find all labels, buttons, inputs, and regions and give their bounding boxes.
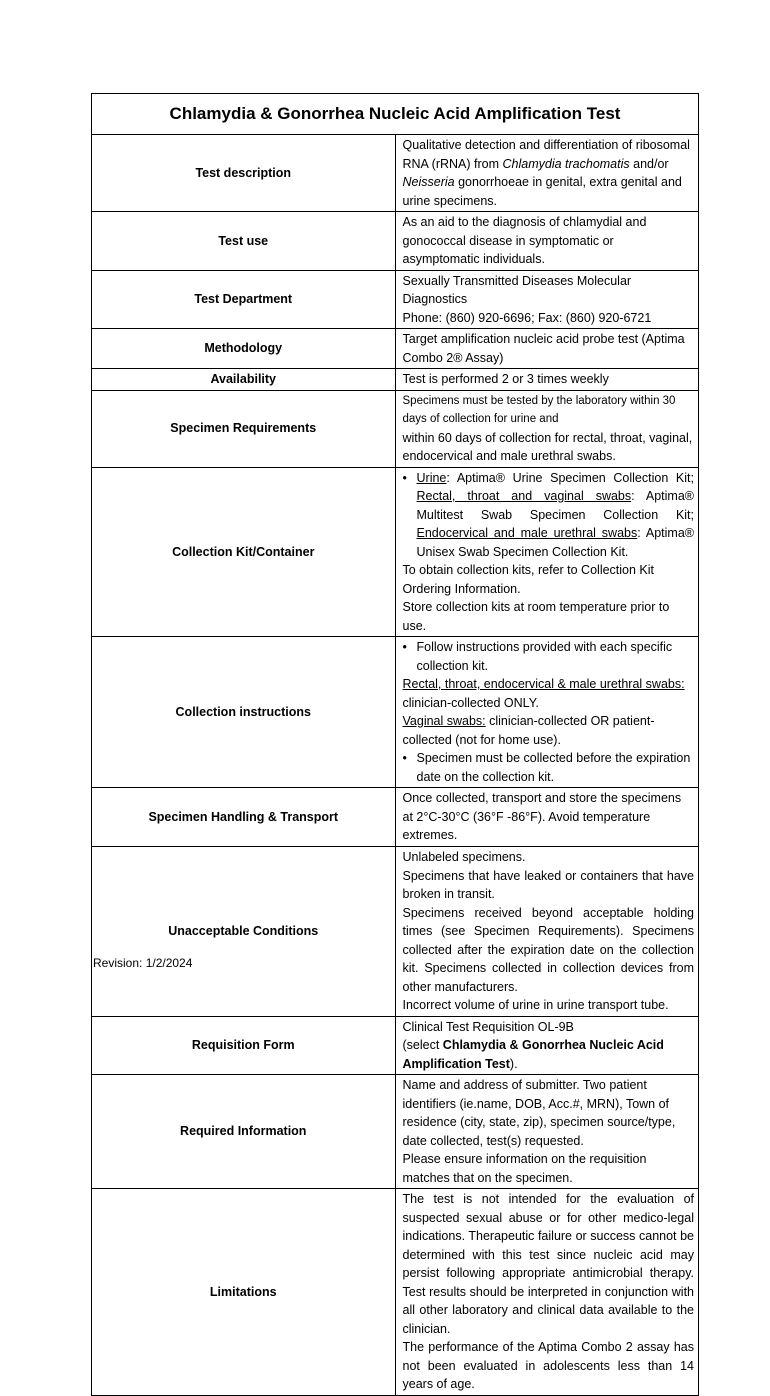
test-info-sheet (91, 93, 699, 1396)
label-limitations: Limitations (92, 1189, 396, 1396)
row-required-information (92, 1075, 699, 1189)
title-row (92, 94, 699, 135)
kit-ordering-info: To obtain collection kits, refer to Collection Kit Ordering Information. (402, 563, 655, 596)
requirements-urine: Specimens must be tested by the laboratory within 30 days of collection for urine and (402, 394, 676, 425)
row-specimen-requirements (92, 390, 699, 467)
required-info-note: Please ensure information on the requisition matches that on the specimen. (402, 1152, 647, 1185)
value-requisition-form (395, 1016, 699, 1075)
limitations-adolescents: The performance of the Aptima Combo 2 assay has not been evaluated in adolescents less than 14 years of age. (402, 1340, 694, 1391)
label-methodology: Methodology (92, 329, 396, 369)
value-collection-instructions (395, 637, 699, 788)
department-name: Sexually Transmitted Diseases Molecular Diagnostics (402, 273, 632, 306)
unacceptable-unlabeled: Unlabeled specimens. (402, 850, 526, 864)
unacceptable-volume: Incorrect volume of urine in urine transport tube. (402, 998, 669, 1012)
bullet-icon: • (402, 751, 407, 765)
row-unacceptable-conditions (92, 847, 699, 1017)
row-requisition-form (92, 1016, 699, 1075)
required-info-list: Name and address of submitter. Two patient identifiers (ie.name, DOB, Acc.#, MRN), Town of residence (city, state, zip), specimen source/type, date collected, test(s) requested. (402, 1078, 676, 1148)
limitations-legal: The test is not intended for the evaluation of suspected sexual abuse or for other medico-legal indications. Therapeutic failure or success cannot be determined with this test since nucleic acid may persist following appropriate antimicrobial therapy. Test results should be interpreted in conjunction with all other laboratory and clinical data available to the clinician. (402, 1192, 694, 1336)
instruction-rectal-text: clinician-collected ONLY. (402, 695, 539, 710)
value-limitations (395, 1189, 699, 1396)
value-unacceptable-conditions (395, 847, 699, 1017)
value-required-information (395, 1075, 699, 1189)
page-title: Chlamydia & Gonorrhea Nucleic Acid Amplification Test (92, 94, 699, 135)
kit-endo-label: Endocervical and male urethral swabs (416, 526, 638, 540)
label-unacceptable-conditions: Unacceptable Conditions (92, 847, 396, 1017)
row-methodology (92, 329, 699, 369)
label-specimen-requirements: Specimen Requirements (92, 390, 396, 467)
requisition-test-name: Chlamydia & Gonorrhea Nucleic Acid Amplification Test (402, 1038, 664, 1071)
requisition-name: Clinical Test Requisition OL-9B (402, 1019, 574, 1034)
kit-rtv-text: : Aptima® Multitest Swab Specimen Collection Kit; (416, 489, 694, 522)
value-test-description (395, 135, 699, 212)
instruction-vaginal-label: Vaginal swabs: (402, 714, 486, 728)
test-info-table (91, 93, 699, 1396)
requirements-swabs: within 60 days of collection for rectal, throat, vaginal, endocervical and male urethral swabs. (402, 430, 693, 463)
label-specimen-handling: Specimen Handling & Transport (92, 788, 396, 847)
label-collection-kit: Collection Kit/Container (92, 467, 396, 637)
department-phone: Phone: (860) 920-6696; Fax: (860) 920-6721 (402, 310, 652, 325)
test-description-post: gonorrhoeae in genital, extra genital and urine specimens. (402, 175, 682, 208)
kit-rtv-label: Rectal, throat and vaginal swabs (416, 489, 632, 503)
instruction-bullet-1 (403, 638, 695, 675)
kit-urine-text: : Aptima® Urine Specimen Collection Kit; (446, 470, 694, 485)
value-specimen-requirements (395, 390, 699, 467)
value-test-department (395, 270, 699, 329)
label-collection-instructions: Collection instructions (92, 637, 396, 788)
test-description-pre: Qualitative detection and differentiation of ribosomal RNA (rRNA) from (402, 138, 690, 171)
kit-bullet-item (403, 469, 695, 562)
instruction-rectal-label: Rectal, throat, endocervical & male urethral swabs: (402, 677, 685, 691)
row-collection-instructions (92, 637, 699, 788)
requisition-post: ). (509, 1056, 518, 1071)
label-test-description: Test description (92, 135, 396, 212)
value-test-use: As an aid to the diagnosis of chlamydial and gonococcal disease in symptomatic or asymptomatic individuals. (395, 212, 699, 271)
row-test-department (92, 270, 699, 329)
unacceptable-leaked: Specimens that have leaked or containers that have broken in transit. (402, 868, 694, 901)
instruction-vaginal-text: clinician-collected OR patient-collected (not for home use). (402, 714, 655, 747)
label-requisition-form: Requisition Form (92, 1016, 396, 1075)
unacceptable-holding: Specimens received beyond acceptable holding times (see Specimen Requirements). Specimens collected after the expiration date on the collection kit. Specimens collected in collection devices from other manufacturers. (402, 905, 694, 994)
instruction-2-text: Specimen must be collected before the expiration date on the collection kit. (416, 751, 691, 784)
value-collection-kit (395, 467, 699, 637)
organism-neisseria: Neisseria (402, 175, 455, 189)
value-methodology: Target amplification nucleic acid probe test (Aptima Combo 2® Assay) (395, 329, 699, 369)
kit-urine-label: Urine (416, 470, 447, 485)
kit-endo-text: : Aptima® Unisex Swab Specimen Collection Kit. (416, 526, 695, 559)
organism-chlamydia: Chlamydia trachomatis (502, 156, 630, 171)
bullet-icon: • (402, 470, 407, 485)
value-specimen-handling: Once collected, transport and store the specimens at 2°C-30°C (36°F -86°F). Avoid temperature extremes. (395, 788, 699, 847)
instruction-bullet-2 (403, 749, 695, 786)
label-test-use: Test use (92, 212, 396, 271)
row-collection-kit (92, 467, 699, 637)
test-description-mid: and/or (629, 156, 669, 171)
revision-date: Revision: 1/2/2024 (93, 956, 193, 970)
requisition-pre: (select (402, 1038, 443, 1052)
kit-storage: Store collection kits at room temperature prior to use. (402, 600, 670, 633)
label-test-department: Test Department (92, 270, 396, 329)
row-test-use (92, 212, 699, 271)
row-specimen-handling (92, 788, 699, 847)
bullet-icon: • (402, 640, 407, 654)
requisition-select (403, 1036, 695, 1073)
instruction-1-text: Follow instructions provided with each specific collection kit. (416, 640, 673, 673)
label-availability: Availability (92, 369, 396, 391)
value-availability: Test is performed 2 or 3 times weekly (395, 369, 699, 391)
row-test-description (92, 135, 699, 212)
row-availability (92, 369, 699, 391)
label-required-information: Required Information (92, 1075, 396, 1189)
row-limitations (92, 1189, 699, 1396)
instruction-vaginal (403, 712, 695, 749)
instruction-rectal (403, 675, 695, 712)
